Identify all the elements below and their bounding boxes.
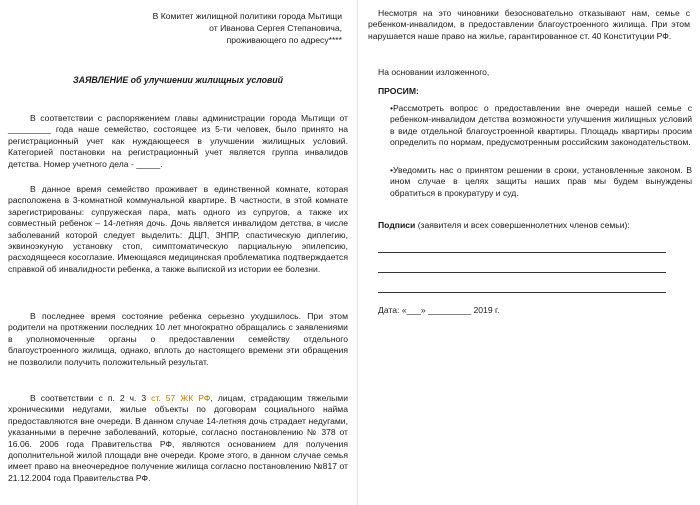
addressee-line: В Комитет жилищной политики города Мытищи [152, 11, 342, 21]
signature-line [378, 292, 666, 293]
signatures-label [378, 220, 700, 231]
sender-line: от Иванова Сергея Степановича, [209, 23, 342, 33]
paragraph-2: В данное время семейство проживает в единственной комнате, которая расположена в 3-комнатной коммунальной квартире. В частности, в этой комнате зарегистрированы: супружеская пара, мать одного из супругов, а также их совместный ребенок – 14-летняя дочь. Дочь является инвалидом детства, в числе заболеваний которой следует выделить: ДЦП, ЗНПР, спастическую диплегию, эквиноэкуную установку стоп, симптоматическую парциальную эпилепсию, расходящееся косоглазие. Имеющаяся медицинская проблематика подтверждается справкой об инвалидности ребенка, а также выпиской из истории ее болезни. [8, 184, 348, 274]
address-line: проживающего по адресу**** [226, 35, 342, 45]
paragraph-4-rest: , лицам, страдающим тяжелыми хроническими недугами, жилые объекты по договорам социального найма предоставляются вне очереди. В данном случае 14-летняя дочь страдает недугами, указанными в перечне заболеваний, которые, согласно постановлению № 378 от 16.06. 2006 года Правительства РФ, являются основанием для получения дополнительной жилой площади вне очереди. Кроме этого, в данном случае семья имеет право на внеочередное получение жилища согласно постановлению №817 от 21.12.2004 года Правительства РФ. [8, 393, 349, 483]
date-line: Дата: «___» _________ 2019 г. [378, 305, 500, 315]
signature-line [378, 272, 666, 273]
signatures-bold: Подписи [378, 220, 416, 230]
basis-line: На основании изложенного, [378, 67, 490, 77]
request-heading: ПРОСИМ: [378, 86, 419, 96]
paragraph-1: В соответствии с распоряжением главы администрации города Мытищи от _________ года наше семейство, состоящее из 5-ти человек, было принято на регистрационный учет как нуждающееся в улучшении жилищных условий. Категорией постановки на регистрационный учет является группа инвалидов детства. Номер учетного дела - _____. [8, 113, 348, 169]
document-title: ЗАЯВЛЕНИЕ об улучшении жилищных условий [72, 75, 284, 85]
law-article-link[interactable]: ст. 57 ЖК РФ [151, 393, 211, 403]
paragraph-4-start: В соответствии с п. 2 ч. 3 [30, 393, 147, 403]
signature-line [378, 252, 666, 253]
signatures-note: (заявителя и всех совершеннолетних членов семьи): [415, 220, 630, 230]
paragraph-4 [8, 393, 348, 484]
paragraph-3: В последнее время состояние ребенка серьезно ухудшилось. При этом родители на протяжении последних 10 лет многократно обращались с заявлениями в уполномоченные органы о предоставлении семейству отдельного благоустроенного жилища, однако, вплоть до настоящего времени эти обращения не позволили получить положительный результат. [8, 311, 348, 367]
request-item-1: •Рассмотреть вопрос о предоставлении вне очереди нашей семье с ребенком-инвалидом детства возможности улучшения жилищных условий в виде отдельной благоустроенной квартиры. Площадь квартиры просим определить по нормам, предусмотренным российским законодательством. [390, 103, 692, 148]
addressee-block [110, 10, 342, 46]
column-divider [357, 0, 358, 505]
refusal-paragraph: Несмотря на это чиновники безосновательно отказывают нам, семье с ребенком-инвалидом, в предоставлении благоустроенного жилища. При этом нарушается наше право на жилье, гарантированное ст. 40 Конституции РФ. [368, 8, 690, 41]
request-item-2: •Уведомить нас о принятом решении в сроки, установленные законом. В ином случае в целях защиты наших прав мы будем вынуждены обратиться в прокуратуру и суд. [390, 165, 692, 198]
